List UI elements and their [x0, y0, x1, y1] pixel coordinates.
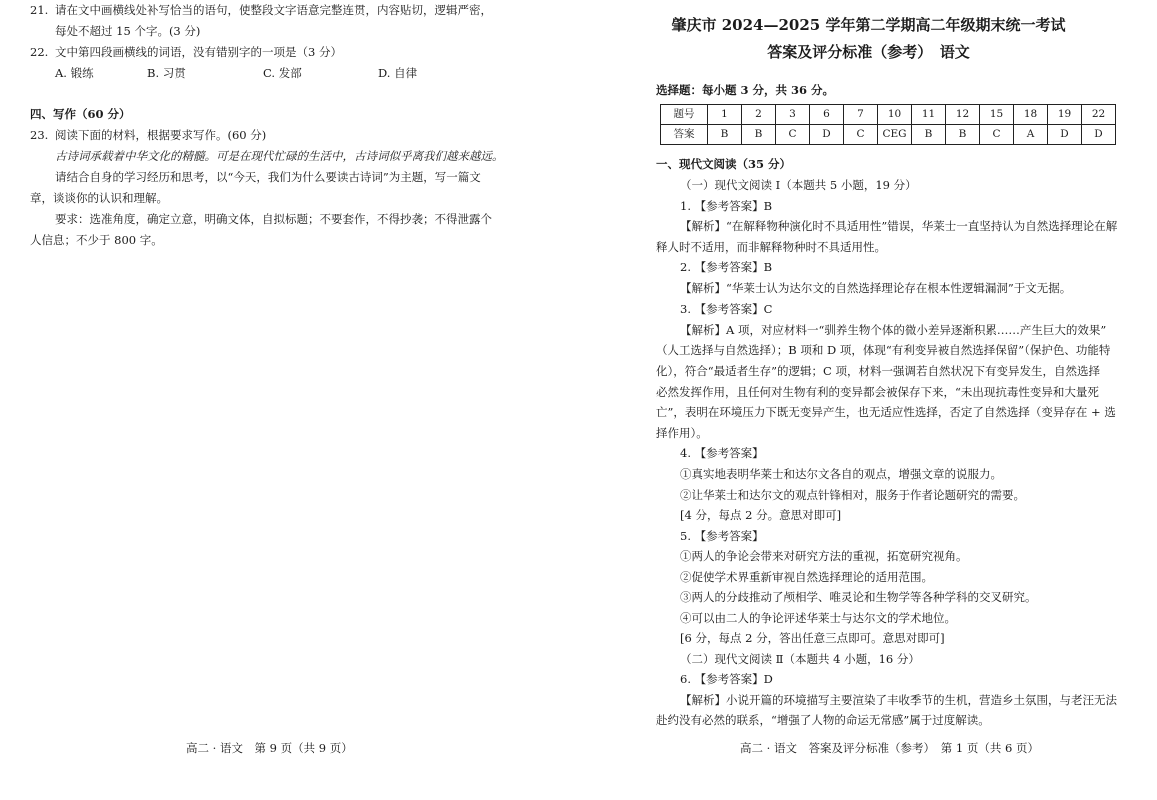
- answer-2: 2. 【参考答案】B: [680, 260, 773, 274]
- table-cell: 1: [708, 105, 742, 125]
- table-cell: 18: [1014, 105, 1048, 125]
- answer-4-scoring-note: [4 分，每点 2 分。意思对即可]: [680, 508, 842, 522]
- q23-prompt-cont: 章，谈谈你的认识和理解。: [30, 191, 168, 205]
- table-cell: D: [1082, 125, 1116, 145]
- table-cell: 6: [810, 105, 844, 125]
- table-cell: B: [912, 125, 946, 145]
- table-cell: 10: [878, 105, 912, 125]
- table-cell: C: [776, 125, 810, 145]
- answer-table-row-numbers: [661, 105, 1116, 125]
- table-cell: 2: [742, 105, 776, 125]
- q23-material: 古诗词承载着中华文化的精髓。可是在现代忙碌的生活中，古诗词似乎离我们越来越远。: [55, 149, 504, 163]
- subsection2-heading: （二）现代文阅读 Ⅱ（本题共 4 小题，16 分）: [680, 652, 920, 666]
- q21-text: 请在文中画横线处补写恰当的语句，使整段文字语意完整连贯，内容贴切，逻辑严密，: [55, 3, 492, 17]
- q22-text: 文中第四段画横线的词语，没有错别字的一项是（3 分）: [55, 45, 342, 59]
- explanation-1: 【解析】“在解释物种演化时不具适用性”错误，华莱士一直坚持认为自然选择理论在解: [680, 219, 1118, 233]
- table-cell: C: [844, 125, 878, 145]
- q22-option-c: C. 发部: [263, 66, 302, 80]
- answer-5-point: ①两人的争论会带来对研究方法的重视，拓宽研究视角。: [680, 549, 968, 563]
- answer-5-point: ④可以由二人的争论评述华莱士与达尔文的学术地位。: [680, 611, 956, 625]
- left-page: [0, 0, 560, 800]
- explanation-1-cont: 释人时不适用，而非解释物种时不具适用性。: [656, 240, 886, 254]
- answer-4: 4. 【参考答案】: [680, 446, 764, 460]
- explanation-6: 【解析】小说开篇的环境描写主要渲染了丰收季节的生机，营造乡土氛围，与老汪无法: [680, 693, 1117, 707]
- table-cell: 11: [912, 105, 946, 125]
- explanation-3: 【解析】A 项，对应材料一“驯养生物个体的微小差异逐渐积累……产生巨大的效果”: [680, 323, 1107, 337]
- q23-requirements: 要求：选准角度，确定立意，明确文体，自拟标题；不要套作，不得抄袭；不得泄露个: [55, 212, 492, 226]
- explanation-3-cont: 必然发挥作用，且任何对生物有利的变异都会被保存下来，“未出现抗毒性变异和大量死: [656, 385, 1099, 399]
- answer-6: 6. 【参考答案】D: [680, 672, 773, 686]
- answer-5-point: ②促使学术界重新审视自然选择理论的适用范围。: [680, 570, 933, 584]
- answer-4-point: ①真实地表明华莱士和达尔文各自的观点，增强文章的说服力。: [680, 467, 1002, 481]
- explanation-3-cont: 化），符合“最适者生存”的逻辑；C 项，材料一强调若自然状况下有变异发生，自然选择: [656, 364, 1100, 378]
- table-cell: 3: [776, 105, 810, 125]
- answer-table: [660, 104, 1116, 145]
- answer-4-point: ②让华莱士和达尔文的观点针锋相对，服务于作者论题研究的需要。: [680, 488, 1025, 502]
- table-cell: D: [1048, 125, 1082, 145]
- table-cell: A: [1014, 125, 1048, 145]
- answer-3: 3. 【参考答案】C: [680, 302, 773, 316]
- q23-number: 23.: [30, 128, 49, 142]
- left-page-footer: 高二 · 语文 第 9 页（共 9 页）: [186, 741, 353, 755]
- q21-text-cont: 每处不超过 15 个字。(3 分): [55, 24, 201, 38]
- right-page: [580, 0, 1157, 800]
- q23-requirements-cont: 人信息；不少于 800 字。: [30, 233, 163, 247]
- table-cell: 12: [946, 105, 980, 125]
- q22-option-b: B. 习贯: [147, 66, 186, 80]
- section4-heading: 四、写作（60 分）: [30, 107, 131, 121]
- answer-5-scoring-note: [6 分，每点 2 分，答出任意三点即可。意思对即可]: [680, 631, 945, 645]
- table-cell: B: [946, 125, 980, 145]
- explanation-6-cont: 赴约没有必然的联系，“增强了人物的命运无常感”属于过度解读。: [656, 713, 990, 727]
- table-cell: B: [708, 125, 742, 145]
- section1-heading: 一、现代文阅读（35 分）: [656, 157, 792, 171]
- table-cell: CEG: [878, 125, 912, 145]
- q22-number: 22.: [30, 45, 49, 59]
- q22-option-d: D. 自律: [378, 66, 418, 80]
- table-cell: D: [810, 125, 844, 145]
- answer-5-point: ③两人的分歧推动了颅相学、唯灵论和生物学等各种学科的交叉研究。: [680, 590, 1037, 604]
- table-cell: 22: [1082, 105, 1116, 125]
- subsection1-heading: （一）现代文阅读 Ⅰ（本题共 5 小题，19 分）: [680, 178, 917, 192]
- table-cell: B: [742, 125, 776, 145]
- mc-heading: 选择题：每小题 3 分，共 36 分。: [656, 83, 835, 97]
- table-row-label: 题号: [661, 105, 708, 125]
- exam-subtitle: 答案及评分标准（参考） 语文: [767, 43, 970, 61]
- explanation-3-cont: （人工选择与自然选择）；B 项和 D 项，体现“有利变异被自然选择保留”（保护色、功能特: [656, 343, 1111, 357]
- q21-number: 21.: [30, 3, 49, 17]
- answer-1: 1. 【参考答案】B: [680, 199, 773, 213]
- exam-title: 肇庆市 2024—2025 学年第二学期高二年级期末统一考试: [671, 16, 1066, 34]
- explanation-2: 【解析】“华莱士认为达尔文的自然选择理论存在根本性逻辑漏洞”于文无据。: [680, 281, 1072, 295]
- table-cell: 15: [980, 105, 1014, 125]
- q23-text: 阅读下面的材料，根据要求写作。(60 分): [55, 128, 267, 142]
- q22-option-a: A. 锻练: [55, 66, 94, 80]
- answer-5: 5. 【参考答案】: [680, 529, 764, 543]
- table-row-label: 答案: [661, 125, 708, 145]
- table-cell: 7: [844, 105, 878, 125]
- explanation-3-cont: 亡”，表明在环境压力下既无变异产生，也无适应性选择，否定了自然选择（变异存在 + 选: [656, 405, 1116, 419]
- q23-prompt: 请结合自身的学习经历和思考，以“今天，我们为什么要读古诗词”为主题，写一篇文: [55, 170, 481, 184]
- table-cell: C: [980, 125, 1014, 145]
- right-page-footer: 高二 · 语文 答案及评分标准（参考） 第 1 页（共 6 页）: [740, 741, 1039, 755]
- explanation-3-cont: 择作用）。: [656, 426, 708, 440]
- table-cell: 19: [1048, 105, 1082, 125]
- answer-table-row-answers: [661, 125, 1116, 145]
